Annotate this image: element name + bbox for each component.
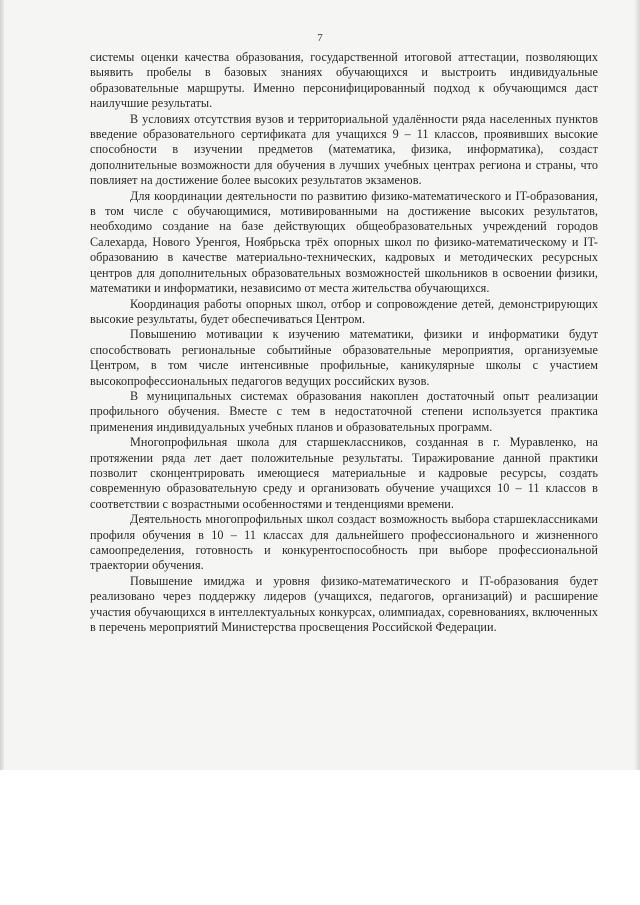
scan-left-edge-shadow [0, 0, 4, 770]
paragraph-image-improvement: Повышение имиджа и уровня физико-математического и IT-образования будет реализовано через поддержку лидеров (учащихся, педагогов, организаций) и расширение участия обучающихся в интеллектуальных конкурсах, олимпиадах, соревнованиях, включенных в перечень мероприятий Министерства просвещения Российской Федерации. [90, 573, 598, 635]
paragraph-certificate: В условиях отсутствия вузов и территориальной удалённости ряда населенных пунктов введение образовательного сертификата для учащихся 9 – 11 классов, проявивших высокие способности в изучении предметов (математика, физика, информатика), создаст дополнительные возможности для обучения в лучших учебных центрах региона и страны, что повлияет на достижение более высоких результатов экзаменов. [90, 111, 598, 188]
paragraph-continuation: системы оценки качества образования, государственной итоговой аттестации, позволяющих выявить пробелы в базовых знаниях обучающихся и выстроить индивидуальные образовательные маршруты. Именно персонифицированный подход к обучающимся даст наилучшие результаты. [90, 50, 598, 111]
paragraph-support-schools: Для координации деятельности по развитию физико-математического и IT-образования, в том числе с обучающимися, мотивированными на достижение высоких результатов, необходимо создание на базе действующих общеобразовательных учреждений городов Салехарда, Нового Уренгоя, Ноябрьска трёх опорных школ по физико-математическому и IT-образованию в качестве материально-технических, кадровых и методических ресурсных центров для дополнительных образовательных возможностей школьников в освоении физики, математики и информатики, независимо от места жительства обучающихся. [90, 188, 598, 296]
paragraph-motivation: Повышению мотивации к изучению математики, физики и информатики будут способствовать региональные событийные образовательные мероприятия, организуемые Центром, в том числе интенсивные профильные, каникулярные школы с участием высокопрофессиональных педагогов ведущих российских вузов. [90, 327, 598, 388]
paragraph-multiprofile-activity: Деятельность многопрофильных школ создаст возможность выбора старшеклассниками профиля обучения в 10 – 11 классах для дальнейшего профессионального и жизненного самоопределения, готовность и конкурентоспособность при выборе профессиональной траектории обучения. [90, 512, 598, 573]
paragraph-municipal-systems: В муниципальных системах образования накоплен достаточный опыт реализации профильного обучения. Вместе с тем в недостаточной степени используется практика применения индивидуальных учебных планов и образовательных программ. [90, 388, 598, 434]
paragraph-coordination: Координация работы опорных школ, отбор и сопровождение детей, демонстрирующих высокие результаты, будет обеспечиваться Центром. [90, 296, 598, 326]
paragraph-multiprofile-school: Многопрофильная школа для старшеклассников, созданная в г. Муравленко, на протяжении ряда лет дает положительные результаты. Тиражирование данной практики позволит сконцентрировать имеющиеся материальные и кадровые ресурсы, создать современную образовательную среду и организовать обучение учащихся 10 – 11 классов в соответствии с возрастными особенностями и тенденциями времени. [90, 435, 598, 511]
scan-right-edge-shadow [634, 0, 640, 770]
page-number: 7 [317, 32, 323, 44]
document-body [90, 50, 598, 635]
